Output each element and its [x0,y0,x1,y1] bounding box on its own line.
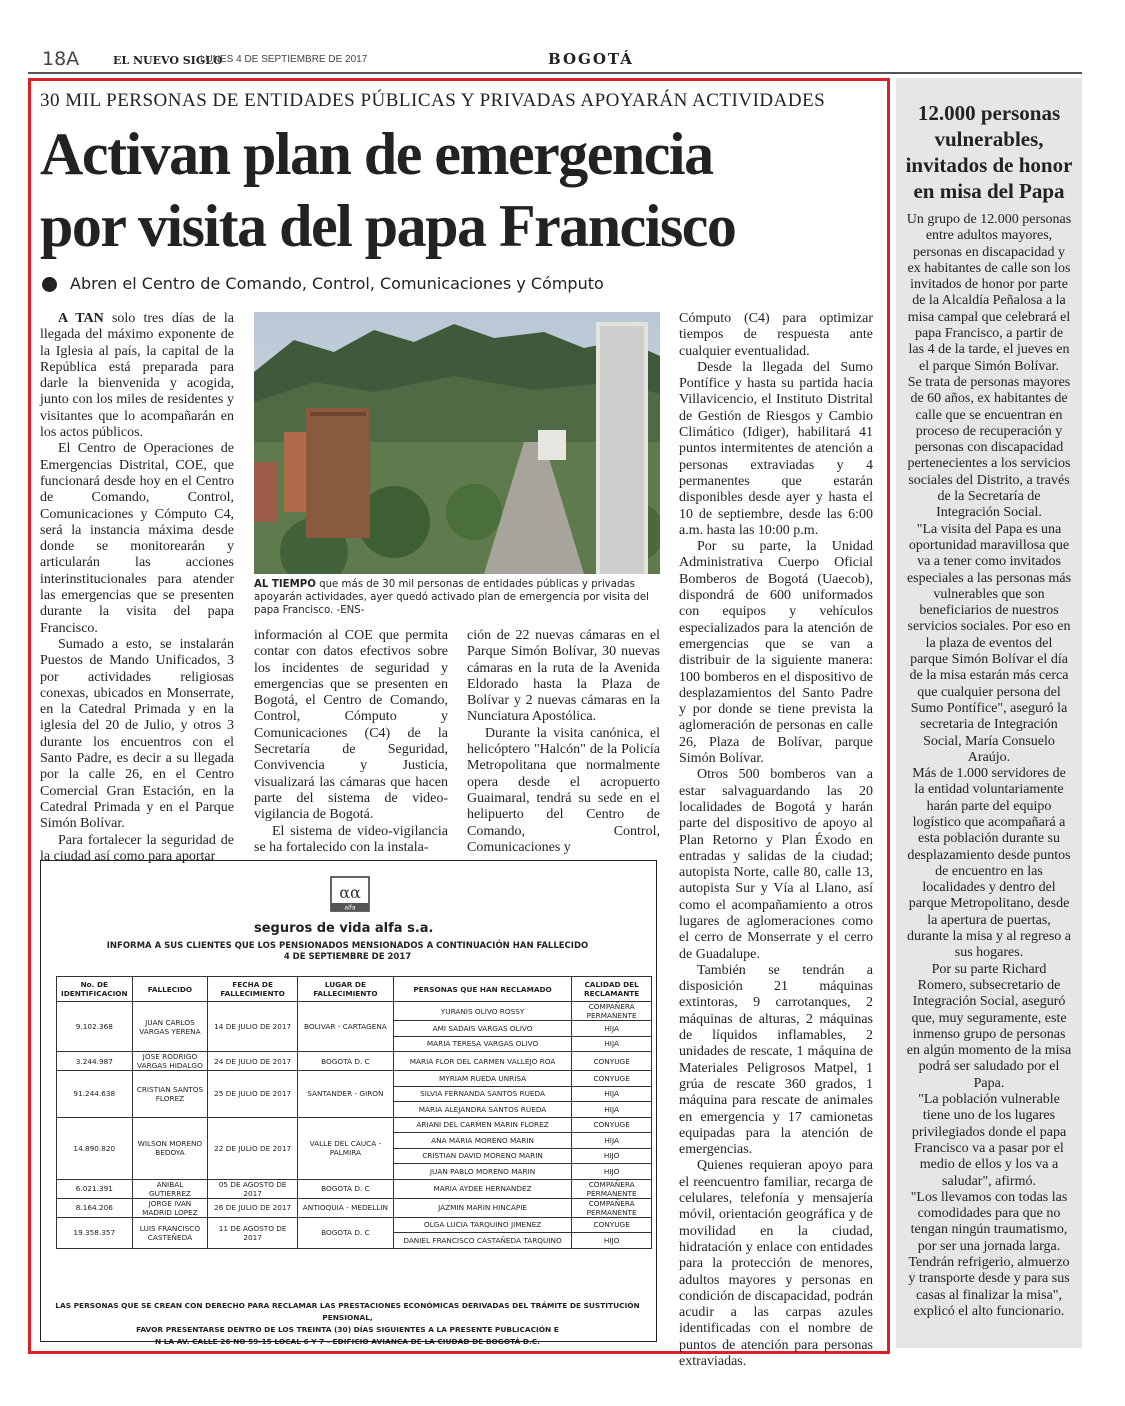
paragraph: Cómputo (C4) para optimizar tiempos de respuesta ante cualquier eventualidad. [679,311,873,359]
article-column-2 [254,628,448,856]
claimant-cell: ARIANI DEL CARMEN MARIN FLOREZ [393,1117,572,1133]
column-header: FECHA DE FALLECIMIENTO [208,977,298,1002]
place-cell: BOLIVAR - CARTAGENA [298,1002,394,1052]
article-photo [254,312,660,574]
relationship-cell: COMPAÑERA PERMANENTE [572,1179,652,1198]
sidebar-paragraph: Por su parte Richard Romero, subsecretario de Integración Social, aseguró que, muy seguramente, este inmenso grupo de personas en algún momento de la misa podrá ser saludado por el Papa. [906,961,1072,1091]
bullet-icon [42,277,57,292]
article-column-4 [679,311,873,1370]
column-header: CALIDAD DEL RECLAMANTE [572,977,652,1002]
claimant-cell: SILVIA FERNANDA SANTOS RUEDA [393,1086,572,1102]
paragraph: Quienes requieran apoyo para el reencuentro familiar, recarga de celulares, telefonía y mensajería móvil, orientación geográfica y de movilidad en la ciudad, hidratación y enlace con entidades para la protección de menores, adultos mayores y personas en condición de discapacidad, podrán acudir a las carpas azules identificadas con el nombre de puntos de atención para personas extraviadas. [679,1158,873,1369]
paragraph: Por su parte, la Unidad Administrativa Cuerpo Oficial Bomberos de Bogotá (Uaecob), dispondrá de 600 uniformados con equipos y vehículos especializados para la atención de emergencias que se van a distribuir de la siguiente manera: 100 bomberos en el dispositivo de desplazamientos del Santo Padre y por donde se tiene prevista la aglomeración de personas en calle 26, Plaza de Bolívar, parque Simón Bolívar. [679,539,873,767]
table-row [57,1198,652,1217]
headline-line-2: por visita del papa Francisco [40,193,736,259]
table-row [57,1179,652,1198]
claimant-cell: YURANIS OLIVO ROSSY [393,1002,572,1021]
paragraph: También se tendrán a disposición 21 máquinas extintoras, 9 carrotanques, 2 máquinas de alturas, 2 máquinas de líquidos inflamables, 2 unidades de rescate, 1 máquina de Materiales Peligrosos Matpel, 1 grúa de rescate 360 grados, 1 máquina para rescate de animales en emergencia y 17 camionetas equipadas para la atención de emergencias. [679,962,873,1158]
column-header: FALLECIDO [132,977,208,1002]
paragraph-text: solo tres días de la llegada del máximo exponente de la Iglesia al país, la capital de la República está preparada para darle la bienvenida y acogida, junto con los miles de residentes y visitantes que lo acompañarán en los actos públicos. [40,311,235,441]
ad-company-name: seguros de vida alfa s.a. [254,921,434,936]
relationship-cell: CONYUGE [572,1071,652,1087]
publication-date [200,54,367,65]
article-column-3 [467,628,660,856]
place-cell: SANTANDER - GIRON [298,1071,394,1118]
photo-caption [254,578,664,617]
paragraph: información al COE que permita contar con datos efectivos sobre los incidentes de seguridad y emergencias que se presenten en Bogotá, el Centro de Comando, Control, Cómputo y Comunicaciones (C4) de la Secretaría de Seguridad, Convivencia y Justicia, visualizará las cámaras que hacen parte del sistema de video-vigilancia de Bogotá. [254,628,448,823]
date-cell: 14 DE JULIO DE 2017 [208,1002,298,1052]
article-headline [40,118,870,262]
alfa-logo-icon [330,876,370,912]
relationship-cell: HIJA [572,1021,652,1037]
date-cell: 22 DE JULIO DE 2017 [208,1117,298,1179]
table-row [57,1052,652,1071]
id-cell: 14.890.820 [57,1117,133,1179]
sidebar-headline: 12.000 personas vulnerables, invitados de honor en misa del Papa [905,101,1073,203]
relationship-cell: HIJA [572,1036,652,1052]
place-cell: BOGOTA D. C [298,1052,394,1071]
ad-footer [40,1300,655,1348]
place-cell: VALLE DEL CAUCA - PALMIRA [298,1117,394,1179]
claimant-cell: MARIA ALEJANDRA SANTOS RUEDA [393,1102,572,1118]
table-row [57,1217,652,1233]
id-cell: 9.102.368 [57,1002,133,1052]
table-header-row [57,977,652,1002]
ad-info-line: INFORMA A SUS CLIENTES QUE LOS PENSIONADOS MENSIONADOS A CONTINUACIÓN HAN FALLECIDO [106,941,589,951]
claimant-cell: JUAN PABLO MORENO MARIN [393,1164,572,1180]
date-cell: 11 DE AGOSTO DE 2017 [208,1217,298,1248]
column-header: LUGAR DE FALLECIMIENTO [298,977,394,1002]
paragraph: Otros 500 bomberos van a estar salvaguardando las 20 localidades de Bogotá y harán parte del dispositivo de apoyo al Plan Retorno y Plan Éxodo en entradas y salidas de la ciudad; autopista Norte, calle 80, calle 13, autopista Sur y Vía al Llano, así como el acompañamiento a otros lugares de aglomeraciones como el cerro de Monserrate y el cerro de Guadalupe. [679,767,873,962]
name-cell: JOSE RODRIGO VARGAS HIDALGO [132,1052,208,1071]
claimant-cell: MARIA FLOR DEL CARMEN VALLEJO ROA [393,1052,572,1071]
caption-text: que más de 30 mil personas de entidades públicas y privadas apoyarán actividades, ayer quedó activado plan de emergencia por visita del papa Francisco. -ENS- [254,579,650,616]
place-cell: BOGOTA D. C [298,1179,394,1198]
deceased-table [56,976,652,1249]
paragraph: ción de 22 nuevas cámaras en el Parque Simón Bolívar, 30 nuevas cámaras en la ruta de la Avenida Eldorado hasta la Plaza de Bolívar y 2 nuevas cámaras en la Nunciatura Apostólica. [467,628,660,725]
relationship-cell: HIJO [572,1164,652,1180]
section-title: BOGOTÁ [548,50,634,68]
caption-lead: AL TIEMPO [254,579,316,590]
column-header: No. DE IDENTIFICACION [57,977,133,1002]
page-number: 18A [42,48,80,70]
paragraph: Sumado a esto, se instalarán Puestos de Mando Unificados, 3 por actividades religiosas conexas, ubicados en Monserrate, en la Catedral Primada y en la iglesia del 20 de Julio, y otros 3 durante los encuentros con el Santo Padre, es decir a su llegada por la calle 26, en el Centro Comercial Gran Estación, en la Catedral Primada y en el Parque Simón Bolívar. [40,636,234,832]
ad-footer-line: FAVOR PRESENTARSE DENTRO DE LOS TREINTA (30) DÍAS SIGUIENTES A LA PRESENTE PUBLICACIÓN E [136,1325,559,1334]
headline-line-1: Activan plan de emergencia [40,121,713,187]
paragraph: Desde la llegada del Sumo Pontífice y hasta su partida hacia Villavicencio, el Instituto Distrital de Gestión de Riesgos y Cambio Climático (Idiger), habilitará 41 puntos intermitentes de atención a personas extraviadas y 4 permanentes que estarán disponibles desde ayer y hasta el 10 de septiembre, desde las 6:00 a.m. hasta las 10:00 p.m. [679,359,873,538]
logo-text: alfa [344,904,356,912]
paragraph: El Centro de Operaciones de Emergencias Distrital, COE, que funcionará desde hoy en el Centro de Comando, Control, Comunicaciones y Cómputo C4, será la instancia máxima desde donde se monitorearán y articularán las acciones interinstitucionales para atender las emergencias que se presenten durante la visita del papa Francisco. [40,441,234,636]
relationship-cell: COMPAÑERA PERMANENTE [572,1002,652,1021]
relationship-cell: HIJA [572,1086,652,1102]
sidebar-paragraph: Se trata de personas mayores de 60 años, ex habitantes de calle que se encuentran en proceso de recuperación y personas con discapacidad pertenecientes a los servicios sociales del Distrito, a través de la Secretaría de Integración Social. [907,374,1071,521]
sidebar-paragraph: Más de 1.000 servidores de la entidad voluntariamente harán parte del equipo logístico que acompañará a esta población durante su desplazamiento desde puntos de encuentro en las localidades y dentro del parque Metropolitano, desde la apertura de puertas, durante la misa y al regreso a sus hogares. [906,766,1072,961]
relationship-cell: HIJO [572,1233,652,1249]
claimant-cell: OLGA LUCIA TARQUINO JIMENEZ [393,1217,572,1233]
relationship-cell: HIJA [572,1102,652,1118]
lead-word: A TAN [58,311,104,326]
date-cell: 25 DE JULIO DE 2017 [208,1071,298,1118]
name-cell: JUAN CARLOS VARGAS YERENA [132,1002,208,1052]
table-row [57,1071,652,1087]
svg-text:αα: αα [339,883,361,902]
name-cell: CRISTIAN SANTOS FLOREZ [132,1071,208,1118]
id-cell: 8.164.206 [57,1198,133,1217]
claimant-cell: MARIA AYDEE HERNANDEZ [393,1179,572,1198]
sidebar-paragraph: "La población vulnerable tiene uno de los lugares privilegiados donde el papa Francisco va a pasar por el medio de ellos y los va a saludar", afirmó. [911,1092,1067,1189]
bogota-cityscape-image [254,312,660,574]
ad-footer-line: N LA AV. CALLE 26 NO 59-15 LOCAL 6 Y 7 - EDIFICIO AVIANCA DE LA CIUDAD DE BOGOTÁ D.C. [154,1337,541,1346]
id-cell: 19.358.357 [57,1217,133,1248]
date-cell: 05 DE AGOSTO DE 2017 [208,1179,298,1198]
id-cell: 3.244.987 [57,1052,133,1071]
publication-name: EL NUEVO SIGLO [113,54,223,67]
claimant-cell: CRISTIAN DAVID MORENO MARIN [393,1148,572,1164]
page-header-bar [28,44,1082,74]
claimant-cell: JAZMIN MARIN HINCAPIE [393,1198,572,1217]
name-cell: LUIS FRANCISCO CASTEÑEDA [132,1217,208,1248]
table-row [57,1117,652,1133]
name-cell: ANIBAL GUTIERREZ [132,1179,208,1198]
id-cell: 91.244.638 [57,1071,133,1118]
claimant-cell: ANA MARIA MORENO MARIN [393,1133,572,1149]
relationship-cell: HIJO [572,1148,652,1164]
paragraph: Durante la visita canónica, el helicóptero "Halcón" de la Policía Metropolitana que normalmente opera desde el acropuerto Guaimaral, tendrá su sede en el helipuerto del Centro de Comando, Control, Comunicaciones y [467,725,660,855]
sidebar-body [906,212,1072,1320]
article-column-1 [40,311,234,865]
relationship-cell: CONYUGE [572,1052,652,1071]
ad-footer-line: LAS PERSONAS QUE SE CREAN CON DERECHO PARA RECLAMAR LAS PRESTACIONES ECONÓMICAS DERIVADAS DEL TRÁMITE DE SUSTITUCIÓN PENSIONAL, [55,1301,640,1322]
date-cell: 24 DE JULIO DE 2017 [208,1052,298,1071]
sidebar-paragraph: "La visita del Papa es una oportunidad maravillosa que va a tener como invitados especiales a las personas más vulnerables que son beneficiarios de nuestros servicios sociales. Por eso en la plaza de eventos del parque Simón Bolívar el día de la misa estarán más cerca que cualquier persona del Sumo Pontífice", aseguró la secretaria de Integración Social, María Consuelo Araújo. [906,521,1072,765]
claimant-cell: AMI SADAIS VARGAS OLIVO [393,1021,572,1037]
date-cell: 26 DE JULIO DE 2017 [208,1198,298,1217]
relationship-cell: CONYUGE [572,1217,652,1233]
id-cell: 6.021.391 [57,1179,133,1198]
place-cell: BOGOTA D. C [298,1217,394,1248]
relationship-cell: HIJA [572,1133,652,1149]
column-header: PERSONAS QUE HAN RECLAMADO [393,977,572,1002]
sidebar-paragraph: "Los llevamos con todas las comodidades para que no tengan ningún traumatismo, por ser una jornada larga. Tendrán refrigerio, almuerzo y transporte desde y para sus casas al finalizar la misa", explicó el alto funcionario. [908,1189,1070,1319]
paragraph: El sistema de video-vigilancia se ha fortalecido con la instala- [254,823,448,855]
table-row [57,1002,652,1021]
name-cell: WILSON MORENO BEDOYA [132,1117,208,1179]
article-subhead: Abren el Centro de Comando, Control, Comunicaciones y Cómputo [70,274,604,293]
relationship-cell: COMPAÑERA PERMANENTE [572,1198,652,1217]
relationship-cell: CONYUGE [572,1117,652,1133]
paragraph: Para fortalecer la seguridad de la ciudad así como para aportar [40,832,234,864]
claimant-cell: MARIA TERESA VARGAS OLIVO [393,1036,572,1052]
claimant-cell: DANIEL FRANCISCO CASTAÑEDA TARQUINO [393,1233,572,1249]
ad-info-date: 4 DE SEPTIEMBRE DE 2017 [283,952,412,962]
table-body [57,1002,652,1249]
sidebar-paragraph: Un grupo de 12.000 personas entre adultos mayores, personas en discapacidad y ex habitantes de calle son los invitados de honor por parte de la Alcaldía Peñalosa a la misa campal que celebrará el papa Francisco, a partir de las 4 de la tarde, el jueves en el parque Simón Bolívar. [906,212,1072,374]
article-kicker: 30 MIL PERSONAS DE ENTIDADES PÚBLICAS Y PRIVADAS APOYARÁN ACTIVIDADES [40,90,826,111]
claimant-cell: MYRIAM RUEDA UNRISA [393,1071,572,1087]
name-cell: JORGE IVAN MADRID LOPEZ [132,1198,208,1217]
place-cell: ANTIOQUIA - MEDELLIN [298,1198,394,1217]
paragraph [40,311,234,441]
date-text: LUNES 4 DE SEPTIEMBRE DE 2017 [200,54,368,65]
ad-info [40,941,655,963]
